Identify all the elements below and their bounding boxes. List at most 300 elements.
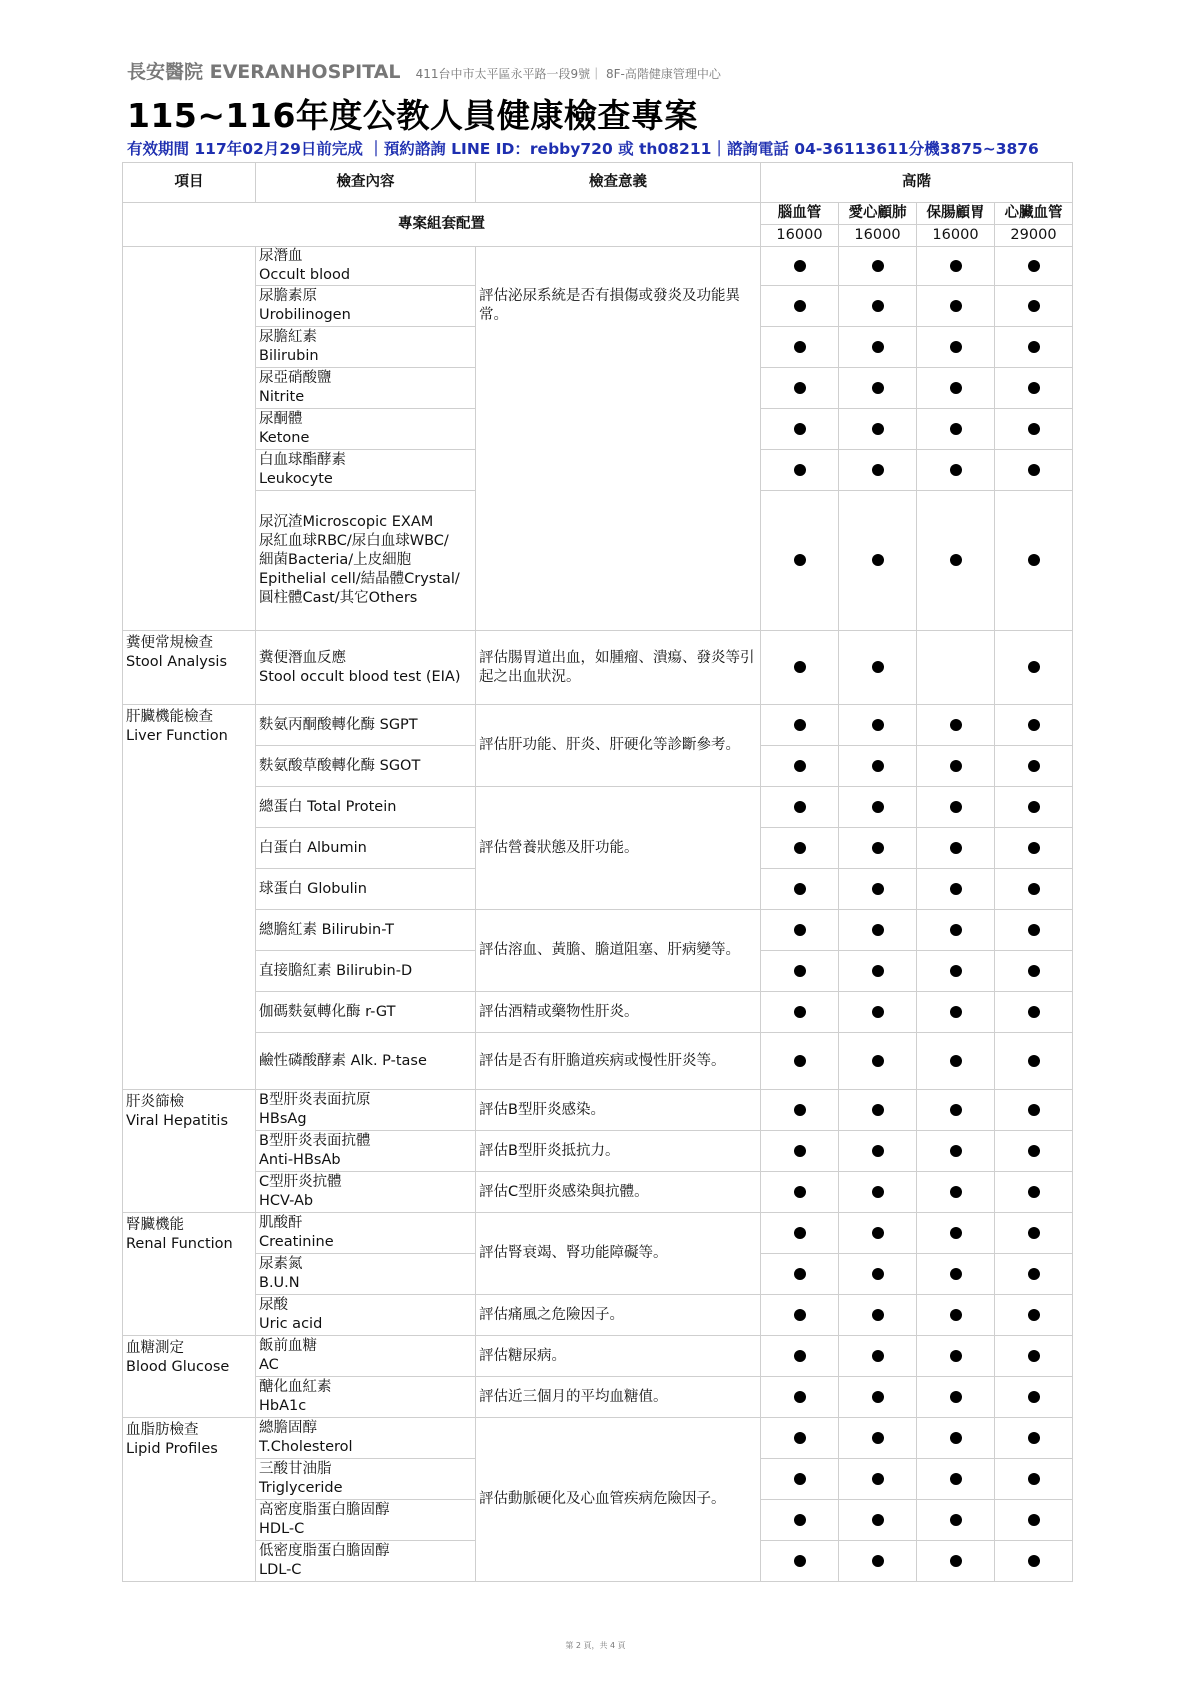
package-mark-cell bbox=[917, 409, 995, 450]
package-mark-cell bbox=[839, 491, 917, 631]
package-mark-cell bbox=[839, 1213, 917, 1254]
package-mark-cell bbox=[761, 746, 839, 787]
included-dot-icon bbox=[1028, 300, 1040, 312]
package-mark-cell bbox=[761, 409, 839, 450]
package-mark-cell bbox=[761, 1336, 839, 1377]
exam-category: 血脂肪檢查 Lipid Profiles bbox=[123, 1418, 256, 1582]
package-mark-cell bbox=[839, 1254, 917, 1295]
hospital-name: 長安醫院 EVERANHOSPITAL bbox=[127, 61, 401, 83]
package-mark-cell bbox=[917, 787, 995, 828]
included-dot-icon bbox=[794, 300, 806, 312]
exam-item: 高密度脂蛋白膽固醇 HDL-C bbox=[256, 1500, 476, 1541]
included-dot-icon bbox=[872, 1391, 884, 1403]
package-mark-cell bbox=[761, 491, 839, 631]
included-dot-icon bbox=[1028, 1227, 1040, 1239]
included-dot-icon bbox=[794, 1006, 806, 1018]
included-dot-icon bbox=[794, 661, 806, 673]
package-mark-cell bbox=[917, 1459, 995, 1500]
exam-item: 尿沉渣Microscopic EXAM 尿紅血球RBC/尿白血球WBC/ 細菌Bacteria/上皮細胞 Epithelial cell/結晶體Crystal/ 圓柱體Cast/其它Others bbox=[256, 491, 476, 631]
package-mark-cell bbox=[761, 1131, 839, 1172]
included-dot-icon bbox=[950, 1055, 962, 1067]
exam-row bbox=[123, 705, 1073, 746]
hospital-address: 411台中市太平區永平路一段9號｜ 8F-高階健康管理中心 bbox=[415, 67, 721, 81]
exam-category: 肝臟機能檢查 Liver Function bbox=[123, 705, 256, 1090]
included-dot-icon bbox=[950, 554, 962, 566]
package-mark-cell bbox=[995, 1090, 1073, 1131]
included-dot-icon bbox=[794, 719, 806, 731]
included-dot-icon bbox=[1028, 1473, 1040, 1485]
included-dot-icon bbox=[872, 1432, 884, 1444]
included-dot-icon bbox=[872, 1145, 884, 1157]
included-dot-icon bbox=[872, 1309, 884, 1321]
package-price: 16000 bbox=[839, 225, 917, 247]
package-mark-cell bbox=[917, 1131, 995, 1172]
package-name: 腦血管 bbox=[761, 203, 839, 225]
included-dot-icon bbox=[794, 423, 806, 435]
included-dot-icon bbox=[950, 1104, 962, 1116]
package-mark-cell bbox=[917, 491, 995, 631]
exam-meaning: 評估腎衰竭、腎功能障礙等。 bbox=[476, 1213, 761, 1295]
included-dot-icon bbox=[794, 924, 806, 936]
included-dot-icon bbox=[1028, 423, 1040, 435]
exam-meaning: 評估是否有肝膽道疾病或慢性肝炎等。 bbox=[476, 1033, 761, 1090]
exam-meaning: 評估B型肝炎抵抗力。 bbox=[476, 1131, 761, 1172]
package-name: 心臟血管 bbox=[995, 203, 1073, 225]
package-mark-cell bbox=[839, 368, 917, 409]
included-dot-icon bbox=[1028, 1309, 1040, 1321]
exam-row bbox=[123, 1418, 1073, 1459]
package-mark-cell bbox=[839, 1336, 917, 1377]
package-mark-cell bbox=[761, 631, 839, 705]
package-mark-cell bbox=[995, 631, 1073, 705]
included-dot-icon bbox=[794, 883, 806, 895]
included-dot-icon bbox=[872, 300, 884, 312]
package-mark-cell bbox=[839, 1541, 917, 1582]
package-mark-cell bbox=[839, 1033, 917, 1090]
package-mark-cell bbox=[839, 1131, 917, 1172]
included-dot-icon bbox=[950, 423, 962, 435]
included-dot-icon bbox=[950, 1473, 962, 1485]
page-footer: 第 2 頁，共 4 頁 bbox=[565, 1641, 626, 1650]
included-dot-icon bbox=[872, 464, 884, 476]
package-mark-cell bbox=[761, 247, 839, 286]
package-mark-cell bbox=[995, 828, 1073, 869]
included-dot-icon bbox=[1028, 661, 1040, 673]
package-mark-cell bbox=[917, 1090, 995, 1131]
included-dot-icon bbox=[1028, 965, 1040, 977]
included-dot-icon bbox=[872, 382, 884, 394]
package-mark-cell bbox=[995, 450, 1073, 491]
package-mark-cell bbox=[761, 286, 839, 327]
package-mark-cell bbox=[761, 992, 839, 1033]
included-dot-icon bbox=[794, 260, 806, 272]
exam-meaning: 評估腸胃道出血，如腫瘤、潰瘍、發炎等引起之出血狀況。 bbox=[476, 631, 761, 705]
included-dot-icon bbox=[950, 1350, 962, 1362]
col-header-meaning: 檢查意義 bbox=[476, 163, 761, 203]
package-mark-cell bbox=[995, 1541, 1073, 1582]
exam-meaning: 評估酒精或藥物性肝炎。 bbox=[476, 992, 761, 1033]
package-mark-cell bbox=[839, 705, 917, 746]
included-dot-icon bbox=[794, 1555, 806, 1567]
included-dot-icon bbox=[794, 842, 806, 854]
exam-meaning: 評估泌尿系統是否有損傷或發炎及功能異常。 bbox=[476, 247, 761, 631]
included-dot-icon bbox=[950, 260, 962, 272]
exam-item: 肌酸酐 Creatinine bbox=[256, 1213, 476, 1254]
exam-item: 總蛋白 Total Protein bbox=[256, 787, 476, 828]
package-mark-cell bbox=[839, 828, 917, 869]
package-mark-cell bbox=[761, 1377, 839, 1418]
package-mark-cell bbox=[917, 368, 995, 409]
col-header-item: 項目 bbox=[123, 163, 256, 203]
included-dot-icon bbox=[872, 1186, 884, 1198]
package-name-row bbox=[123, 203, 1073, 225]
included-dot-icon bbox=[794, 1514, 806, 1526]
included-dot-icon bbox=[950, 1309, 962, 1321]
exam-row bbox=[123, 1131, 1073, 1172]
package-mark-cell bbox=[839, 951, 917, 992]
package-mark-cell bbox=[761, 1254, 839, 1295]
included-dot-icon bbox=[950, 1555, 962, 1567]
exam-item: 球蛋白 Globulin bbox=[256, 869, 476, 910]
package-mark-cell bbox=[917, 746, 995, 787]
package-mark-cell bbox=[917, 1541, 995, 1582]
exam-item: C型肝炎抗體 HCV-Ab bbox=[256, 1172, 476, 1213]
included-dot-icon bbox=[950, 341, 962, 353]
package-mark-cell bbox=[995, 1500, 1073, 1541]
package-mark-cell bbox=[917, 1336, 995, 1377]
included-dot-icon bbox=[872, 1227, 884, 1239]
included-dot-icon bbox=[950, 760, 962, 772]
package-mark-cell bbox=[995, 951, 1073, 992]
included-dot-icon bbox=[1028, 382, 1040, 394]
exam-item: 麩氨丙酮酸轉化酶 SGPT bbox=[256, 705, 476, 746]
package-mark-cell bbox=[917, 951, 995, 992]
package-mark-cell bbox=[839, 409, 917, 450]
included-dot-icon bbox=[1028, 1186, 1040, 1198]
package-mark-cell bbox=[839, 1459, 917, 1500]
included-dot-icon bbox=[1028, 464, 1040, 476]
package-mark-cell bbox=[917, 1418, 995, 1459]
included-dot-icon bbox=[1028, 1350, 1040, 1362]
included-dot-icon bbox=[1028, 1432, 1040, 1444]
package-mark-cell bbox=[917, 286, 995, 327]
included-dot-icon bbox=[794, 1186, 806, 1198]
package-mark-cell bbox=[995, 1459, 1073, 1500]
package-mark-cell bbox=[761, 705, 839, 746]
exam-category: 肝炎篩檢 Viral Hepatitis bbox=[123, 1090, 256, 1213]
validity-contact-line: 有效期間 117年02月29日前完成 ｜預約諮詢 LINE ID：rebby720 或 th08211｜諮詢電話 04-36113611分機3875~3876 bbox=[127, 140, 1039, 158]
package-mark-cell bbox=[995, 869, 1073, 910]
exam-item: 尿酸 Uric acid bbox=[256, 1295, 476, 1336]
included-dot-icon bbox=[950, 1006, 962, 1018]
included-dot-icon bbox=[1028, 842, 1040, 854]
package-mark-cell bbox=[995, 1336, 1073, 1377]
package-mark-cell bbox=[761, 1541, 839, 1582]
header-row bbox=[123, 163, 1073, 203]
included-dot-icon bbox=[794, 801, 806, 813]
package-price: 29000 bbox=[995, 225, 1073, 247]
included-dot-icon bbox=[794, 1432, 806, 1444]
package-mark-cell bbox=[917, 1033, 995, 1090]
included-dot-icon bbox=[950, 1432, 962, 1444]
package-mark-cell bbox=[995, 409, 1073, 450]
included-dot-icon bbox=[1028, 1555, 1040, 1567]
col-header-tier: 高階 bbox=[761, 163, 1073, 203]
package-mark-cell bbox=[995, 1254, 1073, 1295]
package-mark-cell bbox=[917, 327, 995, 368]
exam-item: 尿酮體 Ketone bbox=[256, 409, 476, 450]
exam-item: 總膽紅素 Bilirubin-T bbox=[256, 910, 476, 951]
exam-meaning: 評估動脈硬化及心血管疾病危險因子。 bbox=[476, 1418, 761, 1582]
package-mark-cell bbox=[917, 247, 995, 286]
package-mark-cell bbox=[995, 1131, 1073, 1172]
package-mark-cell bbox=[839, 327, 917, 368]
package-mark-cell bbox=[839, 631, 917, 705]
included-dot-icon bbox=[872, 1006, 884, 1018]
exam-item: 白蛋白 Albumin bbox=[256, 828, 476, 869]
included-dot-icon bbox=[794, 554, 806, 566]
package-mark-cell bbox=[839, 1172, 917, 1213]
package-mark-cell bbox=[761, 1213, 839, 1254]
package-mark-cell bbox=[839, 1418, 917, 1459]
exam-item: 三酸甘油脂 Triglyceride bbox=[256, 1459, 476, 1500]
included-dot-icon bbox=[794, 1473, 806, 1485]
included-dot-icon bbox=[950, 1186, 962, 1198]
package-mark-cell bbox=[761, 910, 839, 951]
exam-row bbox=[123, 1033, 1073, 1090]
included-dot-icon bbox=[872, 1473, 884, 1485]
exam-item: 飯前血糖 AC bbox=[256, 1336, 476, 1377]
package-mark-cell bbox=[917, 992, 995, 1033]
package-mark-cell bbox=[761, 1090, 839, 1131]
package-mark-cell bbox=[917, 705, 995, 746]
package-mark-cell bbox=[761, 787, 839, 828]
exam-row bbox=[123, 1336, 1073, 1377]
package-mark-cell bbox=[839, 1500, 917, 1541]
exam-table-body bbox=[123, 163, 1073, 1582]
included-dot-icon bbox=[1028, 801, 1040, 813]
exam-category: 糞便常規檢查 Stool Analysis bbox=[123, 631, 256, 705]
included-dot-icon bbox=[950, 382, 962, 394]
exam-item: 伽碼麩氨轉化酶 r-GT bbox=[256, 992, 476, 1033]
package-mark-cell bbox=[995, 1377, 1073, 1418]
exam-item: 尿素氮 B.U.N bbox=[256, 1254, 476, 1295]
page-title: 115~116年度公教人員健康檢查專案 bbox=[127, 96, 698, 135]
exam-meaning: 評估C型肝炎感染與抗體。 bbox=[476, 1172, 761, 1213]
included-dot-icon bbox=[1028, 1055, 1040, 1067]
package-mark-cell bbox=[917, 450, 995, 491]
included-dot-icon bbox=[872, 423, 884, 435]
included-dot-icon bbox=[1028, 260, 1040, 272]
included-dot-icon bbox=[1028, 341, 1040, 353]
exam-item: 低密度脂蛋白膽固醇 LDL-C bbox=[256, 1541, 476, 1582]
exam-row bbox=[123, 910, 1073, 951]
exam-item: 尿潛血 Occult blood bbox=[256, 247, 476, 286]
included-dot-icon bbox=[872, 965, 884, 977]
included-dot-icon bbox=[1028, 924, 1040, 936]
exam-meaning: 評估近三個月的平均血糖值。 bbox=[476, 1377, 761, 1418]
included-dot-icon bbox=[872, 341, 884, 353]
included-dot-icon bbox=[1028, 1145, 1040, 1157]
exam-category bbox=[123, 247, 256, 631]
package-mark-cell bbox=[761, 327, 839, 368]
package-mark-cell bbox=[839, 286, 917, 327]
exam-row bbox=[123, 1295, 1073, 1336]
package-mark-cell bbox=[995, 910, 1073, 951]
hospital-header bbox=[127, 57, 721, 84]
included-dot-icon bbox=[950, 1268, 962, 1280]
included-dot-icon bbox=[872, 924, 884, 936]
included-dot-icon bbox=[1028, 1268, 1040, 1280]
included-dot-icon bbox=[794, 1145, 806, 1157]
package-mark-cell bbox=[995, 368, 1073, 409]
exam-item: 總膽固醇 T.Cholesterol bbox=[256, 1418, 476, 1459]
exam-meaning: 評估B型肝炎感染。 bbox=[476, 1090, 761, 1131]
included-dot-icon bbox=[794, 1227, 806, 1239]
included-dot-icon bbox=[794, 1309, 806, 1321]
exam-row bbox=[123, 1090, 1073, 1131]
included-dot-icon bbox=[950, 1514, 962, 1526]
exam-row bbox=[123, 787, 1073, 828]
included-dot-icon bbox=[872, 1514, 884, 1526]
package-mark-cell bbox=[761, 1295, 839, 1336]
package-mark-cell bbox=[917, 1500, 995, 1541]
package-mark-cell bbox=[917, 1254, 995, 1295]
included-dot-icon bbox=[872, 1055, 884, 1067]
included-dot-icon bbox=[794, 341, 806, 353]
package-mark-cell bbox=[761, 1033, 839, 1090]
exam-item: 鹼性磷酸酵素 Alk. P-tase bbox=[256, 1033, 476, 1090]
included-dot-icon bbox=[950, 300, 962, 312]
package-name: 愛心顧肺 bbox=[839, 203, 917, 225]
included-dot-icon bbox=[1028, 1006, 1040, 1018]
included-dot-icon bbox=[950, 842, 962, 854]
package-mark-cell bbox=[839, 247, 917, 286]
package-mark-cell bbox=[761, 1418, 839, 1459]
package-mark-cell bbox=[839, 992, 917, 1033]
package-mark-cell bbox=[761, 1500, 839, 1541]
package-mark-cell bbox=[995, 1213, 1073, 1254]
exam-item: 糞便潛血反應 Stool occult blood test (EIA) bbox=[256, 631, 476, 705]
exam-item: 尿膽素原 Urobilinogen bbox=[256, 286, 476, 327]
included-dot-icon bbox=[950, 464, 962, 476]
package-mark-cell bbox=[917, 1172, 995, 1213]
included-dot-icon bbox=[872, 1555, 884, 1567]
package-mark-cell bbox=[995, 992, 1073, 1033]
exam-row bbox=[123, 631, 1073, 705]
package-mark-cell bbox=[761, 450, 839, 491]
exam-item: 醣化血紅素 HbA1c bbox=[256, 1377, 476, 1418]
included-dot-icon bbox=[872, 760, 884, 772]
included-dot-icon bbox=[872, 554, 884, 566]
included-dot-icon bbox=[1028, 1391, 1040, 1403]
package-mark-cell bbox=[995, 1295, 1073, 1336]
package-price: 16000 bbox=[917, 225, 995, 247]
included-dot-icon bbox=[872, 1104, 884, 1116]
exam-row bbox=[123, 247, 1073, 286]
included-dot-icon bbox=[872, 260, 884, 272]
package-price: 16000 bbox=[761, 225, 839, 247]
package-mark-cell bbox=[839, 450, 917, 491]
included-dot-icon bbox=[794, 965, 806, 977]
package-mark-cell bbox=[917, 910, 995, 951]
exam-meaning: 評估痛風之危險因子。 bbox=[476, 1295, 761, 1336]
package-mark-cell bbox=[839, 1295, 917, 1336]
exam-item: 尿膽紅素 Bilirubin bbox=[256, 327, 476, 368]
exam-item: 白血球酯酵素 Leukocyte bbox=[256, 450, 476, 491]
package-mark-cell bbox=[761, 828, 839, 869]
included-dot-icon bbox=[950, 719, 962, 731]
package-mark-cell bbox=[761, 368, 839, 409]
included-dot-icon bbox=[950, 1391, 962, 1403]
included-dot-icon bbox=[872, 719, 884, 731]
included-dot-icon bbox=[1028, 760, 1040, 772]
exam-row bbox=[123, 1172, 1073, 1213]
package-mark-cell bbox=[761, 951, 839, 992]
exam-package-table bbox=[122, 162, 1073, 1582]
col-header-content: 檢查內容 bbox=[256, 163, 476, 203]
exam-item: B型肝炎表面抗原 HBsAg bbox=[256, 1090, 476, 1131]
package-mark-cell bbox=[995, 705, 1073, 746]
package-mark-cell bbox=[839, 910, 917, 951]
exam-row bbox=[123, 992, 1073, 1033]
exam-meaning: 評估肝功能、肝炎、肝硬化等診斷參考。 bbox=[476, 705, 761, 787]
package-config-label: 專案組套配置 bbox=[123, 203, 761, 247]
included-dot-icon bbox=[872, 842, 884, 854]
package-mark-cell bbox=[917, 631, 995, 705]
included-dot-icon bbox=[950, 1145, 962, 1157]
package-mark-cell bbox=[995, 491, 1073, 631]
package-mark-cell bbox=[995, 787, 1073, 828]
exam-item: 直接膽紅素 Bilirubin-D bbox=[256, 951, 476, 992]
included-dot-icon bbox=[950, 924, 962, 936]
included-dot-icon bbox=[872, 1350, 884, 1362]
included-dot-icon bbox=[1028, 883, 1040, 895]
included-dot-icon bbox=[872, 801, 884, 813]
package-mark-cell bbox=[995, 1172, 1073, 1213]
included-dot-icon bbox=[872, 1268, 884, 1280]
package-mark-cell bbox=[917, 1213, 995, 1254]
included-dot-icon bbox=[794, 760, 806, 772]
exam-category: 腎臟機能 Renal Function bbox=[123, 1213, 256, 1336]
package-mark-cell bbox=[761, 1172, 839, 1213]
package-mark-cell bbox=[995, 746, 1073, 787]
exam-meaning: 評估溶血、黃膽、膽道阻塞、肝病變等。 bbox=[476, 910, 761, 992]
package-mark-cell bbox=[761, 869, 839, 910]
exam-item: 麩氨酸草酸轉化酶 SGOT bbox=[256, 746, 476, 787]
included-dot-icon bbox=[1028, 554, 1040, 566]
package-mark-cell bbox=[917, 828, 995, 869]
exam-row bbox=[123, 1377, 1073, 1418]
included-dot-icon bbox=[794, 382, 806, 394]
exam-item: 尿亞硝酸鹽 Nitrite bbox=[256, 368, 476, 409]
included-dot-icon bbox=[1028, 719, 1040, 731]
exam-meaning: 評估營養狀態及肝功能。 bbox=[476, 787, 761, 910]
package-mark-cell bbox=[917, 1377, 995, 1418]
package-mark-cell bbox=[995, 247, 1073, 286]
included-dot-icon bbox=[794, 464, 806, 476]
included-dot-icon bbox=[950, 1227, 962, 1239]
package-mark-cell bbox=[761, 1459, 839, 1500]
package-mark-cell bbox=[995, 1418, 1073, 1459]
package-mark-cell bbox=[839, 1090, 917, 1131]
included-dot-icon bbox=[794, 1268, 806, 1280]
package-mark-cell bbox=[839, 746, 917, 787]
exam-row bbox=[123, 1213, 1073, 1254]
package-mark-cell bbox=[995, 286, 1073, 327]
package-name: 保腸顧胃 bbox=[917, 203, 995, 225]
package-mark-cell bbox=[917, 1295, 995, 1336]
